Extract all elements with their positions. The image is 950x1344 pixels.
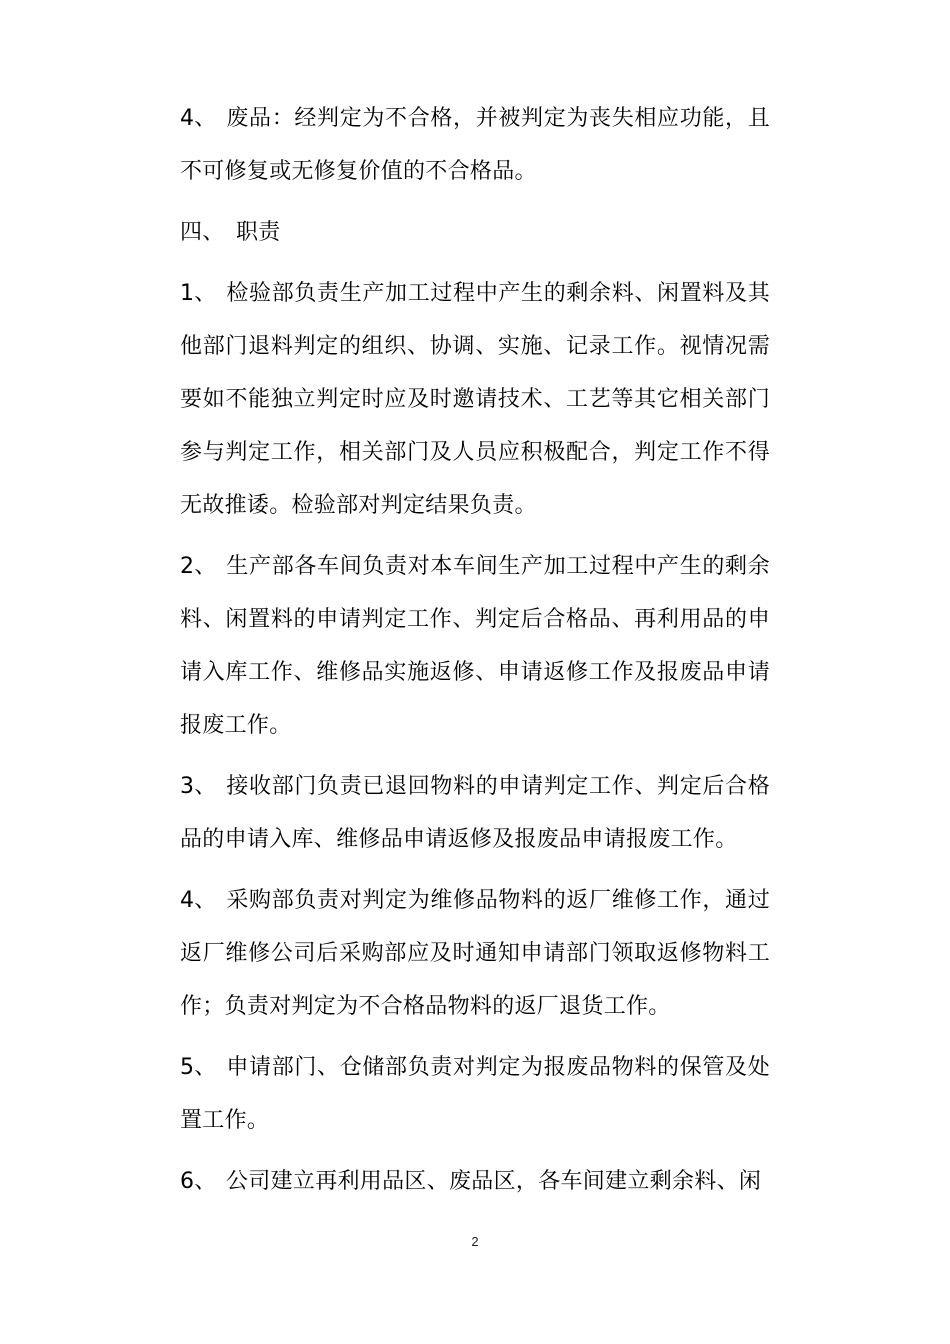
paragraph-number: 6、: [180, 1169, 217, 1194]
paragraph-inspection-dept: [180, 267, 770, 532]
paragraph-reuse-area: [180, 1155, 770, 1208]
section-number: 四、: [180, 220, 225, 245]
paragraph-number: 5、: [180, 1055, 217, 1080]
paragraph-scrap-definition: [180, 92, 770, 198]
document-body: [180, 92, 770, 1216]
paragraph-number: 4、: [180, 106, 217, 131]
paragraph-number: 2、: [180, 554, 217, 579]
paragraph-text: 采购部负责对判定为维修品物料的返厂维修工作，通过返厂维修公司后采购部应及时通知申请部门领取返修物料工作；负责对判定为不合格品物料的返厂退货工作。: [180, 888, 770, 1019]
paragraph-storage-dept: [180, 1041, 770, 1147]
paragraph-production-dept: [180, 540, 770, 752]
paragraph-text: 检验部负责生产加工过程中产生的剩余料、闲置料及其他部门退料判定的组织、协调、实施、记录工作。视情况需要如不能独立判定时应及时邀请技术、工艺等其它相关部门参与判定工作，相关部门及人员应积极配合，判定工作不得无故推诿。检验部对判定结果负责。: [180, 281, 770, 518]
paragraph-number: 1、: [180, 281, 217, 306]
paragraph-text: 接收部门负责已退回物料的申请判定工作、判定后合格品的申请入库、维修品申请返修及报废品申请报废工作。: [180, 774, 770, 852]
paragraph-text: 生产部各车间负责对本车间生产加工过程中产生的剩余料、闲置料的申请判定工作、判定后合格品、再利用品的申请入库工作、维修品实施返修、申请返修工作及报废品申请报废工作。: [180, 554, 770, 738]
paragraph-text: 公司建立再利用品区、废品区，各车间建立剩余料、闲: [226, 1169, 762, 1194]
paragraph-number: 3、: [180, 774, 217, 799]
paragraph-text: 废品：经判定为不合格，并被判定为丧失相应功能，且不可修复或无修复价值的不合格品。: [180, 106, 770, 184]
paragraph-text: 申请部门、仓储部负责对判定为报废品物料的保管及处置工作。: [180, 1055, 770, 1133]
page-number: 2: [471, 1234, 479, 1249]
section-heading-responsibilities: [180, 206, 770, 259]
paragraph-receiving-dept: [180, 760, 770, 866]
paragraph-number: 4、: [180, 888, 217, 913]
paragraph-purchasing-dept: [180, 874, 770, 1033]
section-title: 职责: [236, 220, 281, 245]
